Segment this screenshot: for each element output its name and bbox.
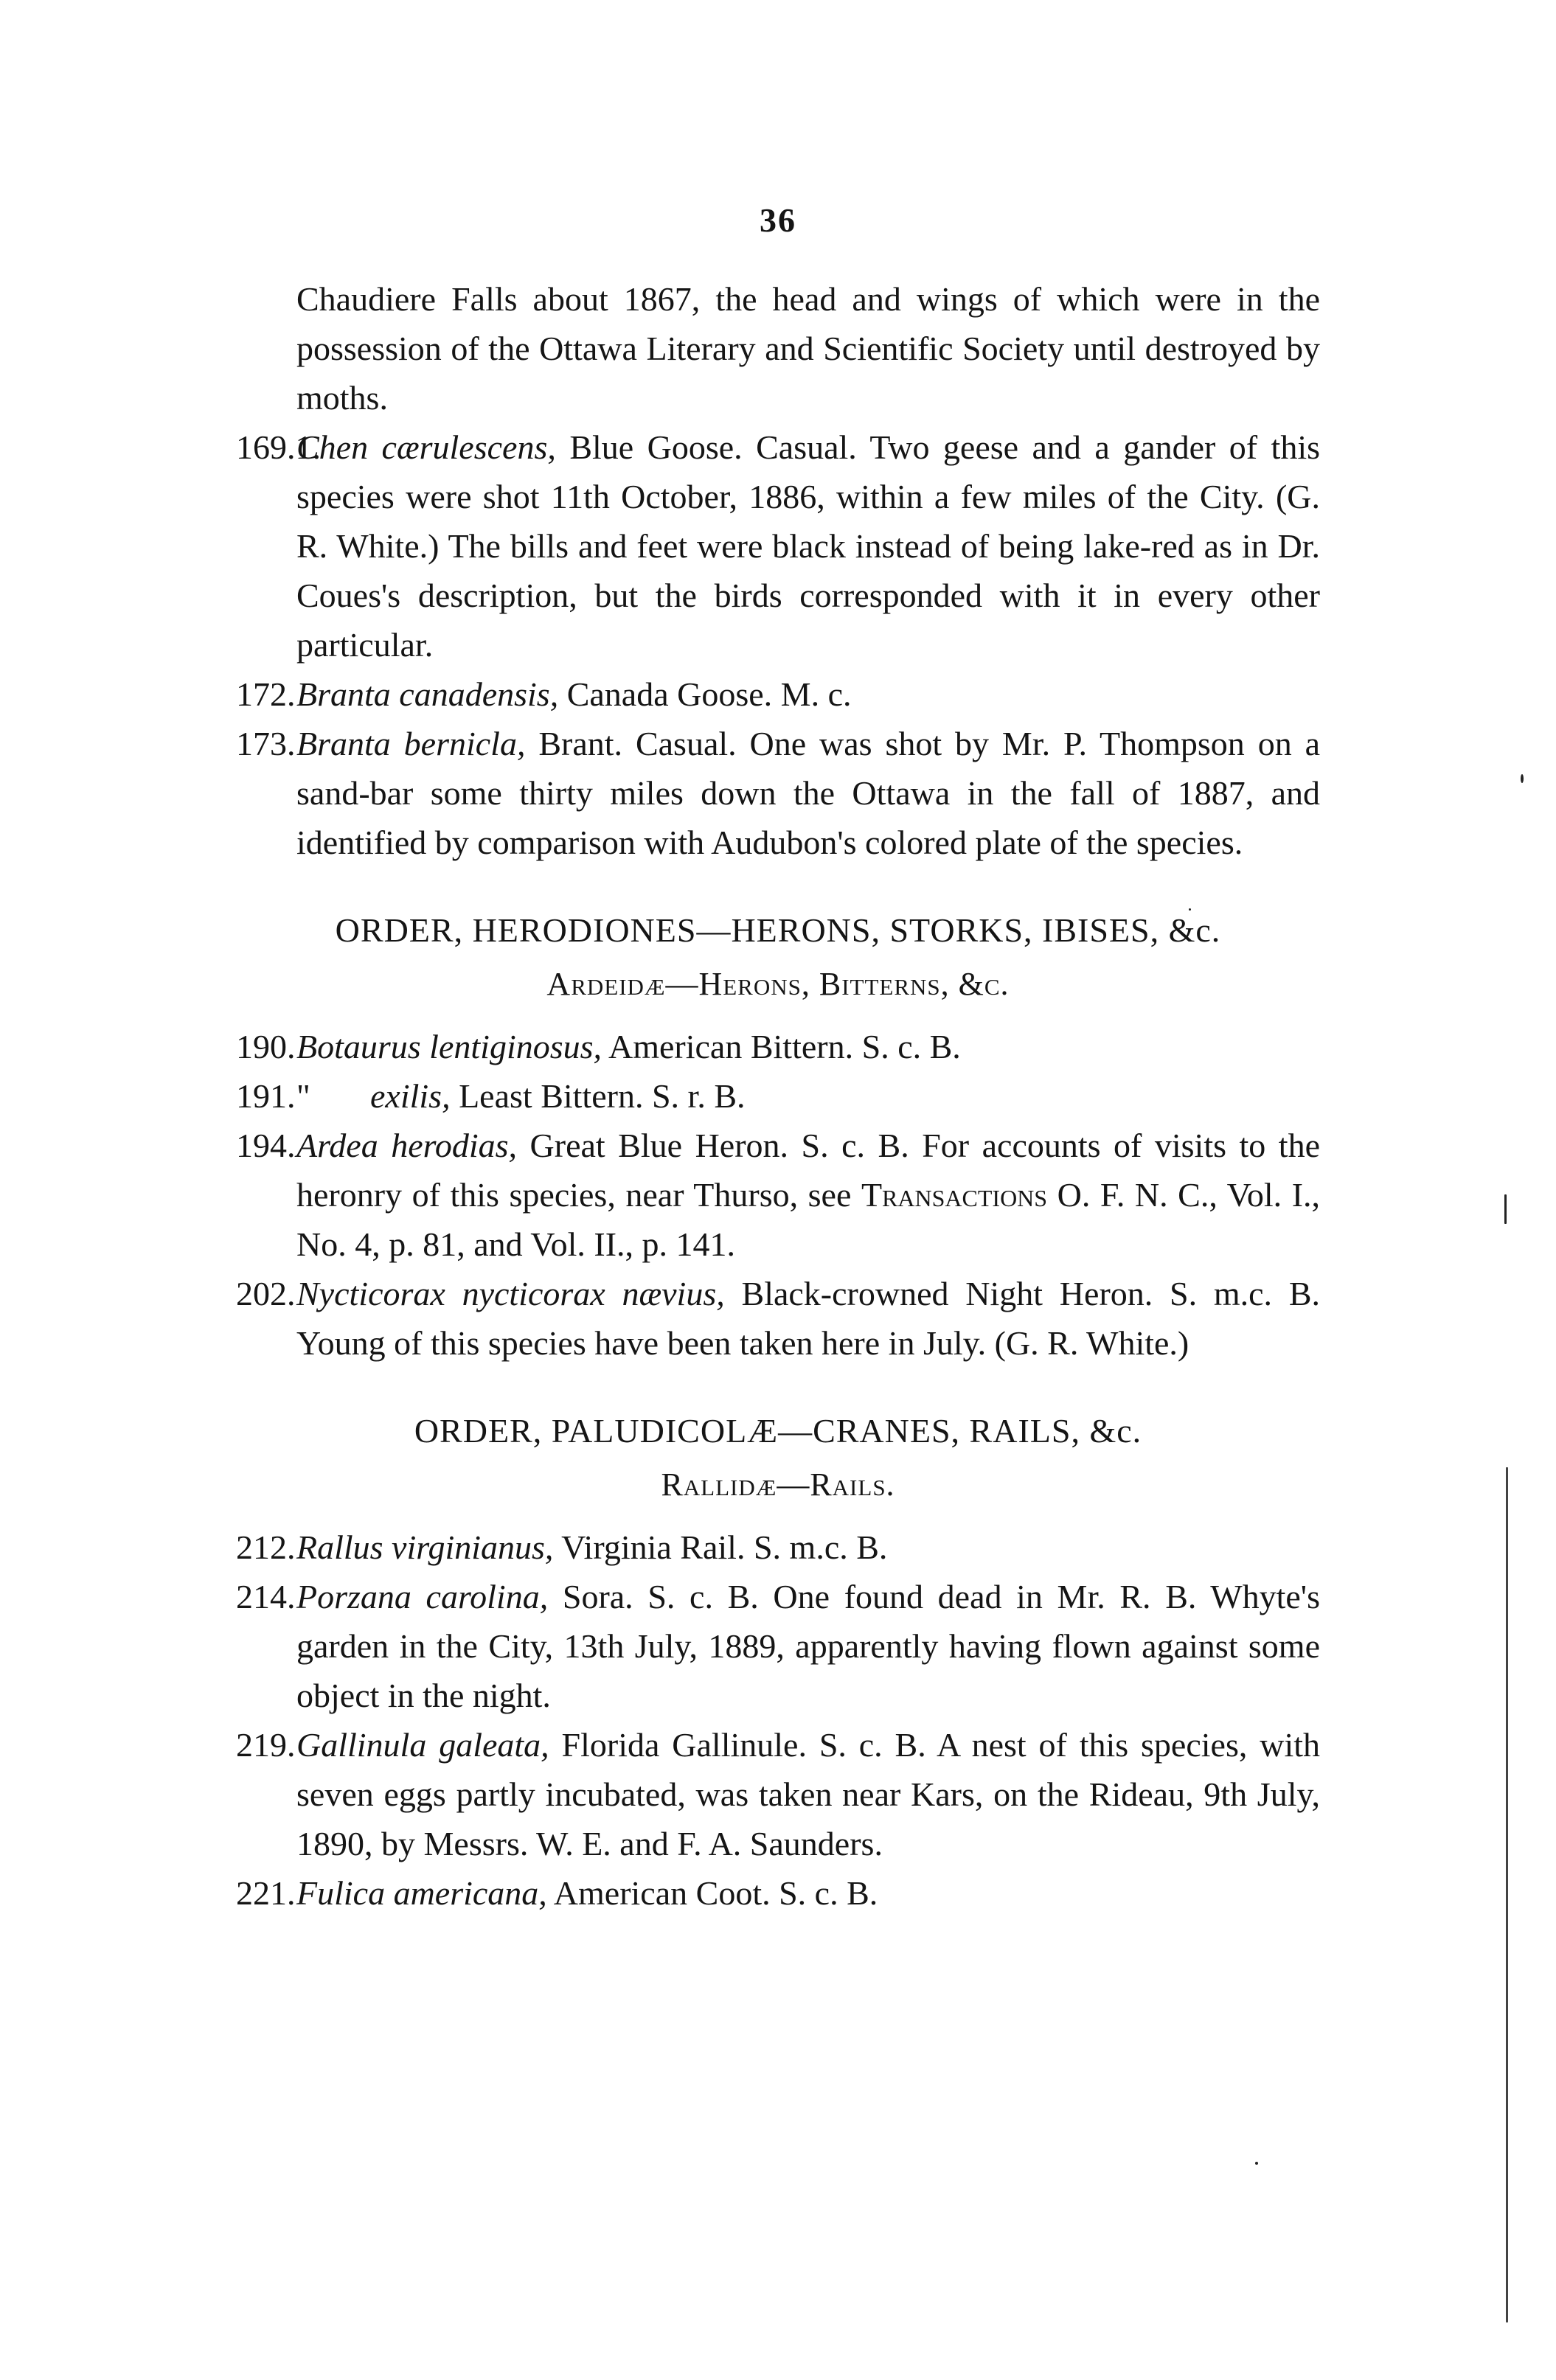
entry-number: 221.: [236, 1874, 296, 1912]
entry-214: [236, 1572, 1320, 1720]
entry-172: [236, 669, 1320, 719]
family-heading-ardeidae: Ardeidæ—Herons, Bitterns, &c.: [546, 966, 1010, 1002]
entry-number: 190.: [236, 1028, 296, 1065]
entry-number: 202.: [236, 1275, 296, 1312]
entry-text: American Coot. S. c. B.: [553, 1874, 878, 1912]
entry-number: 194.: [236, 1127, 296, 1164]
species-name: Rallus virginianus,: [296, 1528, 554, 1566]
entry-191: [236, 1071, 1320, 1121]
entry-number: 173.: [236, 725, 296, 762]
entry-number: 169.1.: [236, 428, 321, 466]
entry-text-continued: O. F. N. C., Vol. I., No. 4, p. 81, and Vol. II., p. 141.: [296, 1176, 1321, 1263]
scan-speck: [1504, 1194, 1507, 1224]
entry-169-1: [236, 422, 1320, 669]
entry-190: [236, 1022, 1320, 1071]
entry-text: Brant. Casual. One was shot by Mr. P. Thompson on a sand-bar some thirty miles down the Ottawa in the fall of 1887, and identified by comparison with Audubon's colored plate of the species.: [296, 725, 1320, 861]
order-heading-herodiones: ORDER, HERODIONES—HERONS, STORKS, IBISES, &c.: [335, 911, 1221, 949]
species-name: Gallinula galeata,: [296, 1726, 549, 1764]
entry-text: American Bittern. S. c. B.: [608, 1028, 961, 1065]
entry-219: [236, 1720, 1320, 1868]
entry-194: [236, 1121, 1320, 1269]
entry-number: 214.: [236, 1578, 296, 1615]
species-name: Porzana carolina,: [296, 1578, 549, 1615]
entry-202: [236, 1269, 1320, 1368]
species-name: Nycticorax nycticorax nævius,: [296, 1275, 725, 1312]
species-name: Botaurus lentiginosus,: [296, 1028, 602, 1065]
entry-text: Canada Goose. M. c.: [566, 675, 852, 713]
page-number: 36: [760, 201, 796, 239]
entry-number: 212.: [236, 1528, 296, 1566]
entry-text: Least Bittern. S. r. B.: [459, 1077, 746, 1115]
entry-221: [236, 1868, 1320, 1918]
entry-173: [236, 719, 1320, 867]
scan-speck: [1255, 2162, 1258, 2165]
species-name: Fulica americana,: [296, 1874, 547, 1912]
ditto-mark: ": [296, 1077, 310, 1115]
order-heading-paludicolae: ORDER, PALUDICOLÆ—CRANES, RAILS, &c.: [414, 1412, 1142, 1450]
entry-text: Sora. S. c. B. One found dead in Mr. R. B. Whyte's garden in the City, 13th July, 1889, apparently having flown against some object in the night.: [296, 1578, 1320, 1714]
species-name: Branta bernicla,: [296, 725, 526, 762]
entry-number: 172.: [236, 675, 296, 713]
family-heading-rallidae: Rallidæ—Rails.: [661, 1466, 895, 1503]
scan-speck: [1521, 774, 1524, 783]
entry-number: 219.: [236, 1726, 296, 1764]
species-name: Branta canadensis,: [296, 675, 559, 713]
entry-text: Virginia Rail. S. m.c. B.: [561, 1528, 888, 1566]
entry-212: [236, 1523, 1320, 1572]
entry-text: Blue Goose. Casual. Two geese and a gander of this species were shot 11th October, 1886, within a few miles of the City. (G. R. White.) The bills and feet were black instead of being lake-red as in Dr. Coues's description, but the birds corresponded with it in every other particular.: [296, 428, 1321, 664]
page-text: [236, 274, 1320, 1918]
scan-speck: [1506, 1467, 1508, 2322]
entry-text: Florida Gallinule. S. c. B. A nest of this species, with seven eggs partly incubated, was taken near Kars, on the Rideau, 9th July, 1890, by Messrs. W. E. and F. A. Saunders.: [296, 1726, 1320, 1862]
species-name: Ardea herodias,: [296, 1127, 518, 1164]
species-name: Chen cærulescens,: [296, 428, 556, 466]
transactions-reference: Transactions: [861, 1176, 1048, 1214]
entry-text: Black-crowned Night Heron. S. m.c. B. Young of this species have been taken here in July. (G. R. White.): [296, 1275, 1320, 1362]
scan-speck: [1189, 908, 1191, 911]
species-name: exilis,: [370, 1077, 451, 1115]
entry-number: 191.: [236, 1077, 296, 1115]
continuation-paragraph: Chaudiere Falls about 1867, the head and wings of which were in the possession of the Ottawa Literary and Scientific Society until destroyed by moths.: [296, 280, 1320, 417]
entry-text: Great Blue Heron. S. c. B. For accounts of visits to the heronry of this species, near Thurso, see: [296, 1127, 1320, 1214]
